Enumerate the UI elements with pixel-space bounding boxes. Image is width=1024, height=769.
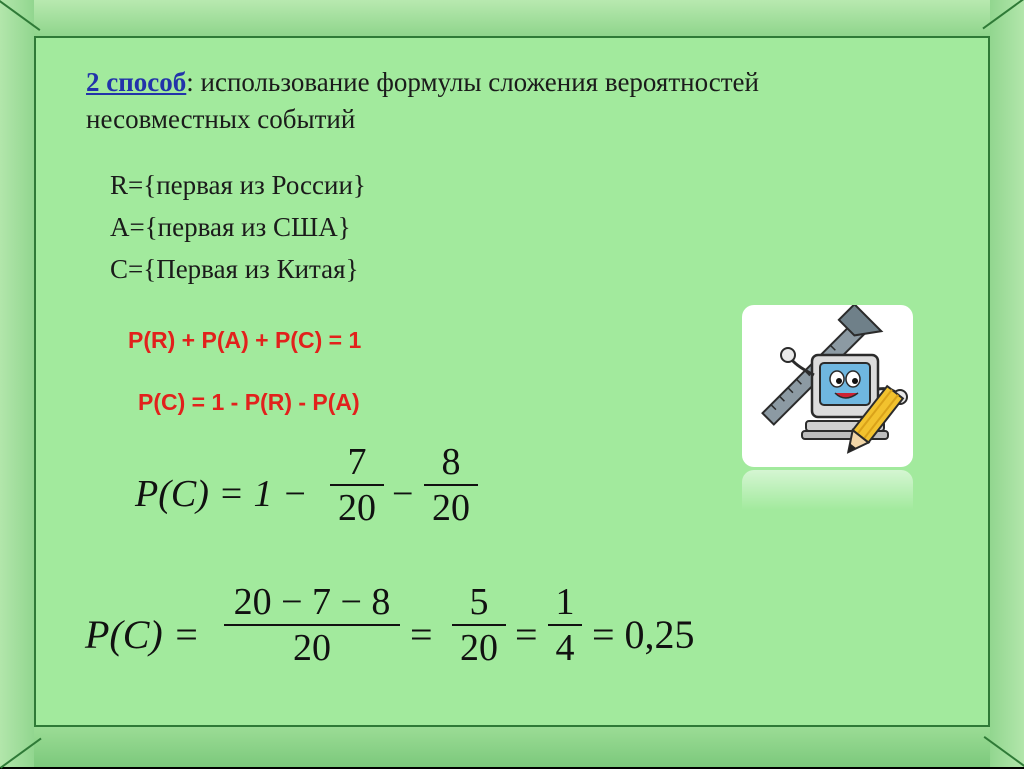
equation-2-equals-1: = (410, 612, 433, 657)
sum-formula: P(R) + P(A) + P(C) = 1 (128, 327, 362, 353)
frame-bevel-top (0, 0, 1024, 36)
equation-2-fraction-3 (548, 580, 582, 670)
slide-heading (86, 64, 786, 138)
fraction-numerator: 5 (469, 581, 489, 623)
fraction-numerator: 20 − 7 − 8 (233, 581, 391, 623)
fraction-numerator: 1 (555, 581, 575, 623)
equation-1-lhs: P(C) = 1 − (135, 473, 308, 515)
equation-1-fraction-2 (424, 440, 478, 530)
equation-1-minus: − (392, 473, 414, 515)
equation-2-fraction-2 (452, 580, 506, 670)
picture-reflection (742, 470, 913, 510)
equation-2-lhs: P(C) = (85, 612, 200, 657)
computer-mascot-icon (742, 305, 913, 467)
equation-2-result: = 0,25 (592, 612, 695, 657)
method-label: 2 способ (86, 67, 187, 97)
fraction-numerator: 8 (441, 441, 461, 483)
event-definitions (110, 164, 366, 290)
equation-1-fraction-1 (330, 440, 384, 530)
fraction-numerator: 7 (347, 441, 367, 483)
computer-mascot-drawing (742, 305, 913, 467)
definition-c: C={Первая из Китая} (110, 254, 359, 284)
frame-bevel-right (990, 0, 1024, 767)
fraction-denominator: 20 (432, 487, 470, 529)
equation-2-fraction-1 (224, 580, 400, 670)
fraction-denominator: 4 (555, 627, 575, 669)
equation-2-equals-2: = (515, 612, 538, 657)
frame-bevel-left (0, 0, 34, 767)
definition-a: A={первая из США} (110, 212, 351, 242)
fraction-denominator: 20 (293, 627, 331, 669)
heading-text: : использование формулы сложения вероятностей несовместных событий (86, 67, 759, 134)
fraction-denominator: 20 (460, 627, 498, 669)
frame-bevel-bottom (0, 727, 1024, 767)
complement-formula: P(C) = 1 - P(R) - P(A) (138, 389, 360, 415)
definition-r: R={первая из России} (110, 170, 366, 200)
fraction-denominator: 20 (338, 487, 376, 529)
